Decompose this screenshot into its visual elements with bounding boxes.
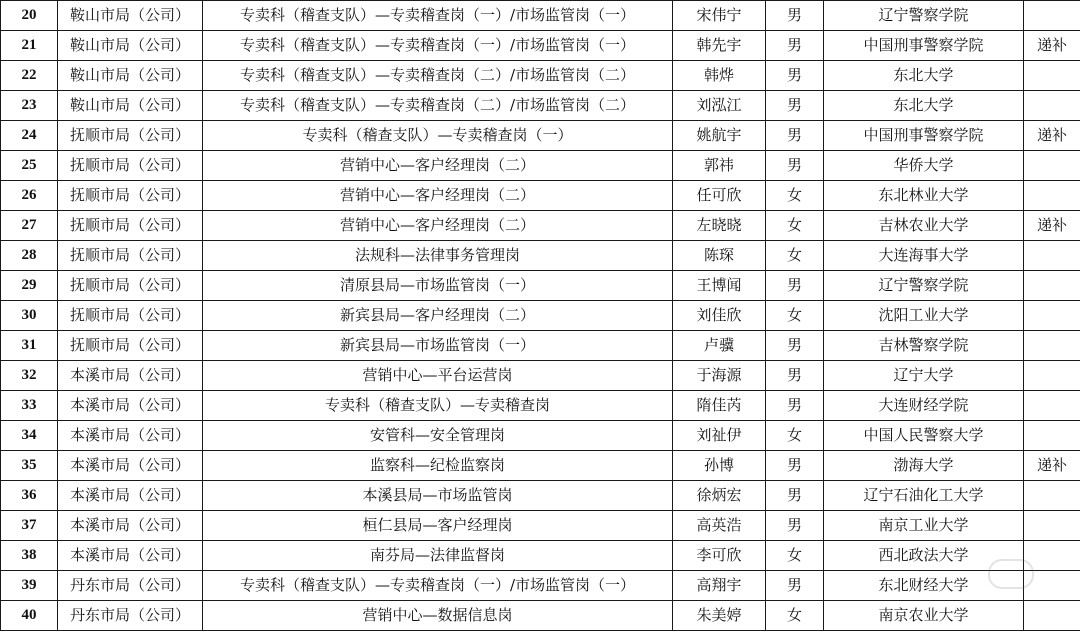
gender-cell: 男 — [766, 151, 824, 181]
position-cell: 专卖科（稽查支队）—专卖稽查岗（二）/市场监管岗（二） — [203, 91, 673, 121]
position-cell: 桓仁县局—客户经理岗 — [203, 511, 673, 541]
gender-cell: 女 — [766, 211, 824, 241]
gender-cell: 男 — [766, 31, 824, 61]
school-cell: 大连财经学院 — [824, 391, 1024, 421]
school-cell: 南京工业大学 — [824, 511, 1024, 541]
row-number: 31 — [1, 331, 58, 361]
school-cell: 沈阳工业大学 — [824, 301, 1024, 331]
row-number: 26 — [1, 181, 58, 211]
unit-cell: 鞍山市局（公司） — [58, 91, 203, 121]
row-number: 24 — [1, 121, 58, 151]
row-number: 35 — [1, 451, 58, 481]
name-cell: 陈琛 — [673, 241, 766, 271]
row-number: 25 — [1, 151, 58, 181]
name-cell: 姚航宇 — [673, 121, 766, 151]
note-cell — [1024, 91, 1080, 121]
table-row — [1, 391, 1080, 421]
note-cell: 递补 — [1024, 451, 1080, 481]
row-number: 38 — [1, 541, 58, 571]
note-cell — [1024, 421, 1080, 451]
row-number: 21 — [1, 31, 58, 61]
position-cell: 新宾县局—市场监管岗（一） — [203, 331, 673, 361]
unit-cell: 抚顺市局（公司） — [58, 181, 203, 211]
position-cell: 专卖科（稽查支队）—专卖稽查岗（一）/市场监管岗（一） — [203, 31, 673, 61]
school-cell: 辽宁警察学院 — [824, 271, 1024, 301]
position-cell: 南芬局—法律监督岗 — [203, 541, 673, 571]
position-cell: 专卖科（稽查支队）—专卖稽查岗 — [203, 391, 673, 421]
school-cell: 中国刑事警察学院 — [824, 121, 1024, 151]
unit-cell: 抚顺市局（公司） — [58, 121, 203, 151]
unit-cell: 丹东市局（公司） — [58, 601, 203, 631]
table-row — [1, 31, 1080, 61]
row-number: 34 — [1, 421, 58, 451]
gender-cell: 男 — [766, 451, 824, 481]
note-cell — [1024, 241, 1080, 271]
school-cell: 吉林警察学院 — [824, 331, 1024, 361]
position-cell: 营销中心—客户经理岗（二） — [203, 151, 673, 181]
position-cell: 专卖科（稽查支队）—专卖稽查岗（二）/市场监管岗（二） — [203, 61, 673, 91]
note-cell — [1024, 151, 1080, 181]
unit-cell: 抚顺市局（公司） — [58, 301, 203, 331]
name-cell: 左晓晓 — [673, 211, 766, 241]
row-number: 27 — [1, 211, 58, 241]
gender-cell: 男 — [766, 331, 824, 361]
position-cell: 安管科—安全管理岗 — [203, 421, 673, 451]
row-number: 40 — [1, 601, 58, 631]
name-cell: 韩烨 — [673, 61, 766, 91]
table-row — [1, 571, 1080, 601]
note-cell — [1024, 301, 1080, 331]
note-cell — [1024, 271, 1080, 301]
position-cell: 本溪县局—市场监管岗 — [203, 481, 673, 511]
gender-cell: 男 — [766, 391, 824, 421]
gender-cell: 女 — [766, 601, 824, 631]
position-cell: 营销中心—客户经理岗（二） — [203, 211, 673, 241]
table-row — [1, 61, 1080, 91]
table-row — [1, 301, 1080, 331]
note-cell: 递补 — [1024, 121, 1080, 151]
name-cell: 李可欣 — [673, 541, 766, 571]
unit-cell: 丹东市局（公司） — [58, 571, 203, 601]
school-cell: 吉林农业大学 — [824, 211, 1024, 241]
school-cell: 西北政法大学 — [824, 541, 1024, 571]
gender-cell: 女 — [766, 421, 824, 451]
name-cell: 朱美婷 — [673, 601, 766, 631]
row-number: 23 — [1, 91, 58, 121]
table-row — [1, 151, 1080, 181]
school-cell: 辽宁大学 — [824, 361, 1024, 391]
position-cell: 专卖科（稽查支队）—专卖稽查岗（一）/市场监管岗（一） — [203, 571, 673, 601]
unit-cell: 本溪市局（公司） — [58, 481, 203, 511]
unit-cell: 本溪市局（公司） — [58, 391, 203, 421]
unit-cell: 本溪市局（公司） — [58, 421, 203, 451]
position-cell: 营销中心—客户经理岗（二） — [203, 181, 673, 211]
note-cell — [1024, 511, 1080, 541]
table-row — [1, 421, 1080, 451]
note-cell — [1024, 571, 1080, 601]
unit-cell: 抚顺市局（公司） — [58, 241, 203, 271]
gender-cell: 女 — [766, 541, 824, 571]
name-cell: 徐炳宏 — [673, 481, 766, 511]
unit-cell: 本溪市局（公司） — [58, 361, 203, 391]
school-cell: 东北林业大学 — [824, 181, 1024, 211]
table-body — [1, 1, 1080, 631]
unit-cell: 本溪市局（公司） — [58, 451, 203, 481]
gender-cell: 男 — [766, 121, 824, 151]
note-cell — [1024, 481, 1080, 511]
name-cell: 高英浩 — [673, 511, 766, 541]
position-cell: 专卖科（稽查支队）—专卖稽查岗（一）/市场监管岗（一） — [203, 1, 673, 31]
name-cell: 韩先宇 — [673, 31, 766, 61]
unit-cell: 抚顺市局（公司） — [58, 331, 203, 361]
gender-cell: 男 — [766, 571, 824, 601]
gender-cell: 男 — [766, 91, 824, 121]
name-cell: 于海源 — [673, 361, 766, 391]
row-number: 33 — [1, 391, 58, 421]
unit-cell: 鞍山市局（公司） — [58, 61, 203, 91]
name-cell: 郭祎 — [673, 151, 766, 181]
row-number: 30 — [1, 301, 58, 331]
row-number: 20 — [1, 1, 58, 31]
position-cell: 新宾县局—客户经理岗（二） — [203, 301, 673, 331]
name-cell: 任可欣 — [673, 181, 766, 211]
note-cell — [1024, 1, 1080, 31]
school-cell: 中国刑事警察学院 — [824, 31, 1024, 61]
name-cell: 刘泓江 — [673, 91, 766, 121]
table-row — [1, 121, 1080, 151]
note-cell: 递补 — [1024, 211, 1080, 241]
row-number: 22 — [1, 61, 58, 91]
row-number: 37 — [1, 511, 58, 541]
table-row — [1, 601, 1080, 631]
school-cell: 辽宁警察学院 — [824, 1, 1024, 31]
row-number: 28 — [1, 241, 58, 271]
note-cell — [1024, 331, 1080, 361]
table-row — [1, 541, 1080, 571]
gender-cell: 男 — [766, 271, 824, 301]
gender-cell: 女 — [766, 301, 824, 331]
gender-cell: 男 — [766, 61, 824, 91]
unit-cell: 本溪市局（公司） — [58, 511, 203, 541]
note-cell — [1024, 541, 1080, 571]
note-cell — [1024, 391, 1080, 421]
school-cell: 渤海大学 — [824, 451, 1024, 481]
row-number: 39 — [1, 571, 58, 601]
note-cell: 递补 — [1024, 31, 1080, 61]
school-cell: 辽宁石油化工大学 — [824, 481, 1024, 511]
unit-cell: 抚顺市局（公司） — [58, 151, 203, 181]
school-cell: 东北大学 — [824, 61, 1024, 91]
table-row — [1, 361, 1080, 391]
name-cell: 刘祉伊 — [673, 421, 766, 451]
table-row — [1, 241, 1080, 271]
school-cell: 大连海事大学 — [824, 241, 1024, 271]
gender-cell: 女 — [766, 181, 824, 211]
position-cell: 清原县局—市场监管岗（一） — [203, 271, 673, 301]
school-cell: 华侨大学 — [824, 151, 1024, 181]
gender-cell: 男 — [766, 1, 824, 31]
name-cell: 卢骥 — [673, 331, 766, 361]
row-number: 29 — [1, 271, 58, 301]
note-cell — [1024, 361, 1080, 391]
school-cell: 中国人民警察大学 — [824, 421, 1024, 451]
position-cell: 专卖科（稽查支队）—专卖稽查岗（一） — [203, 121, 673, 151]
gender-cell: 男 — [766, 511, 824, 541]
note-cell — [1024, 61, 1080, 91]
position-cell: 营销中心—数据信息岗 — [203, 601, 673, 631]
school-cell: 南京农业大学 — [824, 601, 1024, 631]
table-row — [1, 451, 1080, 481]
table-row — [1, 511, 1080, 541]
name-cell: 宋伟宁 — [673, 1, 766, 31]
unit-cell: 鞍山市局（公司） — [58, 31, 203, 61]
table-row — [1, 271, 1080, 301]
unit-cell: 抚顺市局（公司） — [58, 271, 203, 301]
name-cell: 隋佳芮 — [673, 391, 766, 421]
unit-cell: 本溪市局（公司） — [58, 541, 203, 571]
school-cell: 东北大学 — [824, 91, 1024, 121]
note-cell — [1024, 181, 1080, 211]
gender-cell: 男 — [766, 361, 824, 391]
unit-cell: 抚顺市局（公司） — [58, 211, 203, 241]
table-row — [1, 211, 1080, 241]
name-cell: 刘佳欣 — [673, 301, 766, 331]
row-number: 32 — [1, 361, 58, 391]
gender-cell: 男 — [766, 481, 824, 511]
table-row — [1, 481, 1080, 511]
name-cell: 孙博 — [673, 451, 766, 481]
table-row — [1, 331, 1080, 361]
table-row — [1, 91, 1080, 121]
row-number: 36 — [1, 481, 58, 511]
note-cell — [1024, 601, 1080, 631]
school-cell: 东北财经大学 — [824, 571, 1024, 601]
name-cell: 高翔宇 — [673, 571, 766, 601]
gender-cell: 女 — [766, 241, 824, 271]
table-row — [1, 181, 1080, 211]
position-cell: 监察科—纪检监察岗 — [203, 451, 673, 481]
name-cell: 王博闻 — [673, 271, 766, 301]
table-row — [1, 1, 1080, 31]
unit-cell: 鞍山市局（公司） — [58, 1, 203, 31]
position-cell: 营销中心—平台运营岗 — [203, 361, 673, 391]
position-cell: 法规科—法律事务管理岗 — [203, 241, 673, 271]
